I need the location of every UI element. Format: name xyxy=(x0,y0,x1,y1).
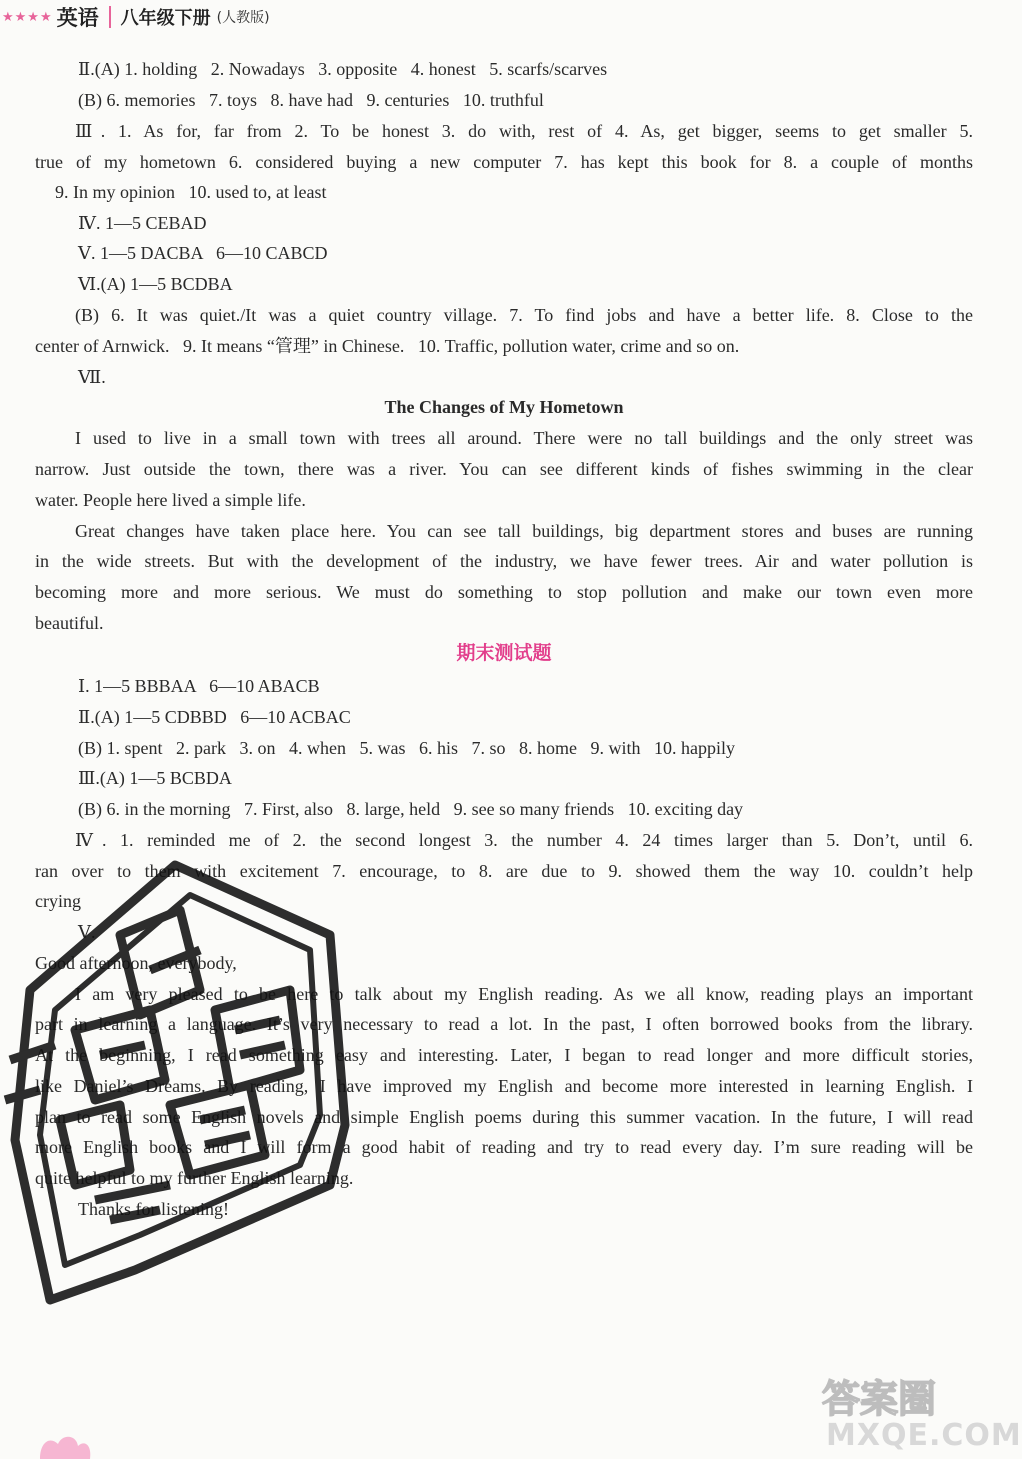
watermark-logo xyxy=(820,1372,995,1422)
answer-line: (B) 6. in the morning 7. First, also 8. large, held 9. see so many friends 10. exciting day xyxy=(78,799,744,819)
essay-line: Great changes have taken place here. You can see tall buildings, big department stores and buses are running xyxy=(75,521,973,541)
essay-line: beautiful. xyxy=(35,613,104,633)
answer-line: Ⅳ. 1. reminded me of 2. the second longest 3. the number 4. 24 times larger than 5. Don’t, until 6. xyxy=(75,830,973,850)
watermark xyxy=(820,1372,1022,1454)
rating-stars: ★★★★ xyxy=(2,9,53,24)
essay-line: in the wide streets. But with the development of the industry, we have fewer trees. Air and water pollution is xyxy=(35,551,973,571)
answer-line: Ⅰ. 1—5 BBBAA 6—10 ABACB xyxy=(78,676,320,696)
speech-line: I am very pleased to be here to talk about my English reading. As we all know, reading plays an important xyxy=(75,984,973,1004)
speech-line: At the beginning, I read something easy and interesting. Later, I began to read longer and more difficult stories, xyxy=(35,1045,973,1065)
answer-line: Ⅵ.(A) 1—5 BCDBA xyxy=(78,274,233,294)
speech-line: Good afternoon, everybody, xyxy=(35,953,237,973)
answer-line: Ⅳ. 1—5 CEBAD xyxy=(78,213,207,233)
grade-title: 八年级下册 xyxy=(120,8,211,29)
answer-line: Ⅱ.(A) 1. holding 2. Nowadays 3. opposite 4. honest 5. scarfs/scarves xyxy=(78,59,608,79)
answer-line: center of Arnwick. 9. It means “管理” in Chinese. 10. Traffic, pollution water, crime and so on. xyxy=(35,336,740,356)
speech-line: more English books and I will form a good habit of reading and try to read every day. I’m sure reading will be xyxy=(35,1137,973,1157)
answer-line: Ⅲ.(A) 1—5 BCBDA xyxy=(78,768,232,788)
answer-line: (B) 6. memories 7. toys 8. have had 9. centuries 10. truthful xyxy=(78,90,544,110)
speech-line: part in learning a language. It’s very necessary to read a lot. In the past, I often borrowed books from the library. xyxy=(35,1014,973,1034)
answer-line: Ⅱ.(A) 1—5 CDBBD 6—10 ACBAC xyxy=(78,707,351,727)
essay-title: The Changes of My Hometown xyxy=(384,397,624,417)
header-divider xyxy=(109,6,111,28)
speech-line: Thanks for listening! xyxy=(78,1199,229,1219)
speech-line: quite helpful to my further English learning. xyxy=(35,1168,354,1188)
watermark-chars: 答案圈 xyxy=(822,1377,937,1421)
answer-line: (B) 6. It was quiet./It was a quiet country village. 7. To find jobs and have a better life. 8. Close to the xyxy=(75,305,973,325)
speech-line: plan to read some English novels and simple English poems during this summer vacation. In the future, I will read xyxy=(35,1107,973,1127)
subject-title: 英语 xyxy=(56,6,99,30)
seal-stamp xyxy=(0,840,360,1360)
answer-line: Ⅲ. 1. As for, far from 2. To be honest 3. do with, rest of 4. As, get bigger, seems to get smaller 5. xyxy=(75,121,973,141)
answer-line: Ⅴ. 1—5 DACBA 6—10 CABCD xyxy=(78,243,328,263)
essay-line: water. People here lived a simple life. xyxy=(35,490,306,510)
answer-line: true of my hometown 6. considered buying a new computer 7. has kept this book for 8. a couple of months xyxy=(35,152,973,172)
edition-label: (人教版) xyxy=(216,10,270,26)
answer-line: crying xyxy=(35,891,81,911)
answer-line: (B) 1. spent 2. park 3. on 4. when 5. was 6. his 7. so 8. home 9. with 10. happily xyxy=(78,738,735,758)
answer-line: Ⅴ. xyxy=(78,922,96,942)
watermark-site: MXQE.COM xyxy=(826,1418,1022,1453)
answer-line: 9. In my opinion 10. used to, at least xyxy=(55,182,327,202)
essay-line: narrow. Just outside the town, there was a river. You can see different kinds of fishes swimming in the clear xyxy=(35,459,973,479)
corner-decoration xyxy=(38,1432,92,1459)
speech-line: like Daniel’s Dreams. By reading, I have improved my English and become more interested in learning English. I xyxy=(35,1076,973,1096)
final-exam-title: 期末测试题 xyxy=(456,642,552,664)
page-header xyxy=(0,0,1000,34)
answer-line: Ⅶ. xyxy=(78,367,106,387)
essay-line: I used to live in a small town with trees all around. There were no tall buildings and the only street was xyxy=(75,428,973,448)
answer-line: ran over to them with excitement 7. encourage, to 8. are due to 9. showed them the way 10. couldn’t help xyxy=(35,861,973,881)
essay-line: becoming more and more serious. We must do something to stop pollution and make our town even more xyxy=(35,582,973,602)
